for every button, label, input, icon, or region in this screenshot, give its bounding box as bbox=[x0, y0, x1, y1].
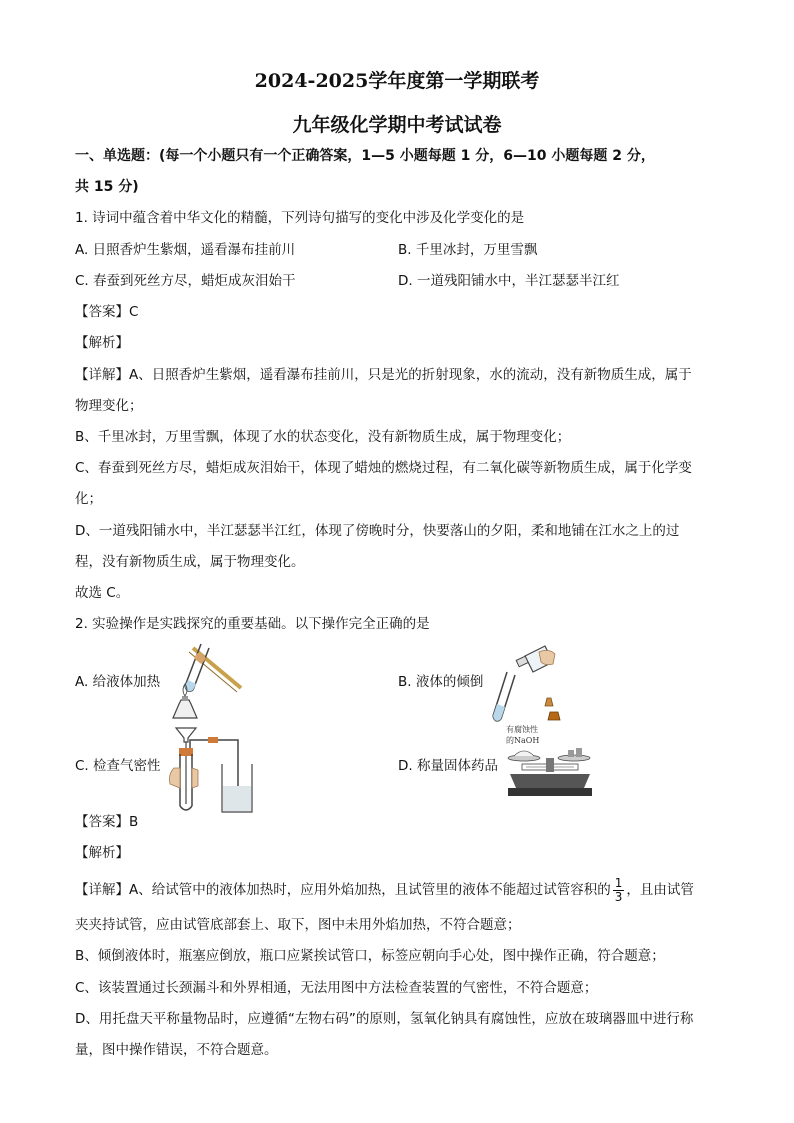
q2-detail-first-line bbox=[75, 876, 694, 904]
q1-detail-line: C、春蚕到死丝方尽，蜡炬成灰泪始干，体现了蜡烛的燃烧过程，有二氧化碳等新物质生成，属于化学变 bbox=[75, 460, 692, 476]
q2-option-d: D. 称量固体药品 bbox=[398, 758, 498, 774]
q1-detail-line: B、千里冰封，万里雪飘，体现了水的状态变化，没有新物质生成，属于物理变化； bbox=[75, 429, 571, 445]
heating-liquid-figure bbox=[163, 640, 245, 722]
q2-option-a: A. 给液体加热 bbox=[75, 674, 161, 690]
section-heading-line2: 共 15 分) bbox=[75, 179, 139, 195]
q2-detail-line: D、用托盘天平称量物品时，应遵循“左物右码”的原则，氢氧化钠具有腐蚀性，应放在玻璃器皿中进行称 bbox=[75, 1011, 694, 1027]
q2-detail-line: C、该装置通过长颈漏斗和外界相通，无法用图中方法检查装置的气密性，不符合题意； bbox=[75, 980, 598, 996]
airtightness-check-figure bbox=[166, 724, 258, 816]
q1-option-b: B. 千里冰封，万里雪飘 bbox=[398, 242, 538, 258]
one-third-fraction bbox=[613, 877, 625, 904]
q1-analysis-label: 【解析】 bbox=[75, 335, 129, 351]
q2-detail-a-part2: ，且由试管 bbox=[626, 882, 694, 898]
q1-detail-line: 故选 C。 bbox=[75, 585, 130, 601]
q2-detail-line: 夹夹持试管，应由试管底部套上、取下，图中未用外焰加热，不符合题意； bbox=[75, 917, 521, 933]
q1-option-d: D. 一道残阳铺水中，半江瑟瑟半江红 bbox=[398, 273, 620, 289]
q2-option-b: B. 液体的倾倒 bbox=[398, 674, 484, 690]
q1-detail-line: 物理变化； bbox=[75, 398, 143, 414]
naoh-label-line2: 的NaOH bbox=[506, 736, 540, 745]
exam-title: 2024-2025学年度第一学期联考 bbox=[254, 70, 540, 92]
q2-answer: 【答案】B bbox=[75, 814, 139, 830]
q1-option-c: C. 春蚕到死丝方尽，蜡炬成灰泪始干 bbox=[75, 273, 296, 289]
q2-detail-line: B、倾倒液体时，瓶塞应倒放，瓶口应紧挨试管口，标签应朝向手心处，图中操作正确，符合题意； bbox=[75, 948, 665, 964]
naoh-label-line1: 有腐蚀性 bbox=[506, 725, 538, 734]
weighing-figure bbox=[504, 706, 596, 806]
fraction-numerator: 1 bbox=[614, 875, 623, 890]
q2-detail-a-part1: 【详解】A、给试管中的液体加热时，应用外焰加热，且试管里的液体不能超过试管容积的 bbox=[75, 882, 611, 898]
exam-subtitle: 九年级化学期中考试试卷 bbox=[292, 114, 502, 136]
q2-stem: 2. 实验操作是实践探究的重要基础。以下操作完全正确的是 bbox=[75, 616, 430, 632]
q1-detail-line: 化； bbox=[75, 491, 102, 507]
q2-option-c: C. 检查气密性 bbox=[75, 758, 161, 774]
q1-detail-line: D、一道残阳铺水中，半江瑟瑟半江红，体现了傍晚时分，快要落山的夕阳，柔和地铺在江水之上的过 bbox=[75, 523, 680, 539]
q2-analysis-label: 【解析】 bbox=[75, 845, 129, 861]
fraction-denominator: 3 bbox=[614, 889, 623, 904]
q2-detail-line: 量，图中操作错误，不符合题意。 bbox=[75, 1042, 278, 1058]
q1-detail-line: 【详解】A、日照香炉生紫烟，遥看瀑布挂前川，只是光的折射现象，水的流动，没有新物质生成，属于 bbox=[75, 367, 692, 383]
section-heading-line1: 一、单选题：(每一个小题只有一个正确答案，1—5 小题每题 1 分，6—10 小题每题 2 分， bbox=[75, 148, 655, 164]
q1-answer: 【答案】C bbox=[75, 304, 139, 320]
q1-stem: 1. 诗词中蕴含着中华文化的精髓，下列诗句描写的变化中涉及化学变化的是 bbox=[75, 210, 525, 226]
q1-detail-line: 程，没有新物质生成，属于物理变化。 bbox=[75, 554, 305, 570]
q1-option-a: A. 日照香炉生紫烟，遥看瀑布挂前川 bbox=[75, 242, 296, 258]
